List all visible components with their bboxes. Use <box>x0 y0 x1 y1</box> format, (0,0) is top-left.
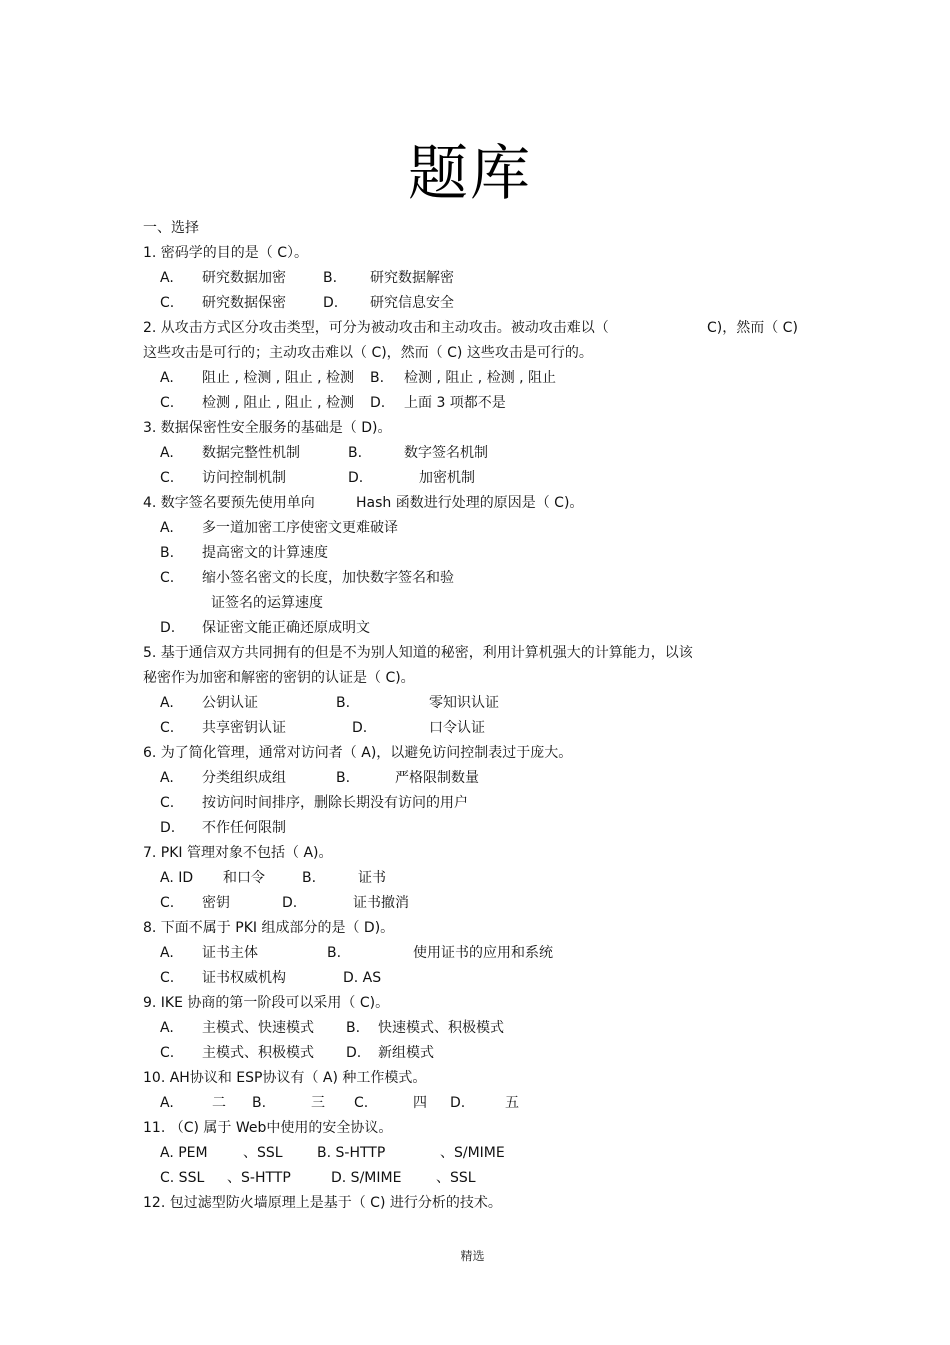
text-line <box>0 1118 950 1138</box>
line-text: 1. 密码学的目的是（ C）。 <box>143 245 309 261</box>
text-line <box>0 1043 950 1063</box>
line-text: 研究数据加密 <box>202 270 286 286</box>
option-letter: B. <box>327 945 342 961</box>
text-line <box>0 593 950 613</box>
text-line <box>0 343 950 363</box>
line-text: 新组模式 <box>378 1045 434 1061</box>
option-letter: D. <box>282 895 298 911</box>
option-letter: A. <box>160 270 174 286</box>
text-line <box>0 943 950 963</box>
option-letter: B. <box>336 695 351 711</box>
option-letter: C. <box>160 395 175 411</box>
line-text: 阻止 , 检测 , 阻止 , 检测 <box>202 370 355 386</box>
text-line <box>0 843 950 863</box>
line-text: D. AS <box>343 970 382 986</box>
line-text: 8. 下面不属于 PKI 组成部分的是（ D)。 <box>143 920 395 936</box>
option-letter: C. <box>160 470 175 486</box>
line-text: 、S-HTTP <box>227 1170 291 1186</box>
line-text: 3. 数据保密性安全服务的基础是（ D)。 <box>143 420 392 436</box>
line-text: 研究数据保密 <box>202 295 286 311</box>
option-letter: B. <box>336 770 351 786</box>
line-text: 保证密文能正确还原成明文 <box>202 620 370 636</box>
line-text: 四 <box>413 1095 427 1111</box>
option-letter: A. <box>160 445 174 461</box>
line-text: Hash 函数进行处理的原因是（ C)。 <box>356 495 584 511</box>
text-line <box>0 418 950 438</box>
text-line <box>0 1193 950 1213</box>
line-text: 检测 , 阻止 , 阻止 , 检测 <box>202 395 355 411</box>
line-text: 一、选择 <box>143 220 199 236</box>
option-letter: B. <box>348 445 363 461</box>
text-line <box>0 468 950 488</box>
line-text: 证书 <box>358 870 386 886</box>
line-text: A. ID <box>160 870 194 886</box>
line-text: A. PEM <box>160 1145 208 1161</box>
line-text: 证签名的运算速度 <box>211 595 323 611</box>
option-letter: A. <box>160 520 174 536</box>
option-letter: A. <box>160 695 174 711</box>
option-letter: B. <box>252 1095 267 1111</box>
line-text: 二 <box>212 1095 226 1111</box>
line-text: 研究信息安全 <box>370 295 454 311</box>
line-text: 五 <box>505 1095 519 1111</box>
option-letter: A. <box>160 370 174 386</box>
option-letter: C. <box>160 795 175 811</box>
line-text: 秘密作为加密和解密的密钥的认证是（ C)。 <box>143 670 415 686</box>
option-letter: A. <box>160 1095 174 1111</box>
line-text: 零知识认证 <box>429 695 499 711</box>
text-line <box>0 443 950 463</box>
option-letter: C. <box>160 1045 175 1061</box>
option-letter: D. <box>450 1095 466 1111</box>
text-line <box>0 743 950 763</box>
text-line <box>0 368 950 388</box>
line-text: 证书权威机构 <box>202 970 286 986</box>
option-letter: A. <box>160 1020 174 1036</box>
line-text: 加密机制 <box>419 470 475 486</box>
text-line <box>0 268 950 288</box>
line-text: 5. 基于通信双方共同拥有的但是不为别人知道的秘密，利用计算机强大的计算能力，以该 <box>143 645 693 661</box>
option-letter: D. <box>160 620 176 636</box>
line-text: 快速模式、积极模式 <box>378 1020 504 1036</box>
text-line <box>0 818 950 838</box>
line-text: 9. IKE 协商的第一阶段可以采用（ C)。 <box>143 995 390 1011</box>
line-text: 密钥 <box>202 895 230 911</box>
text-line <box>0 768 950 788</box>
line-text: 研究数据解密 <box>370 270 454 286</box>
line-text: 主模式、快速模式 <box>202 1020 314 1036</box>
text-line <box>0 543 950 563</box>
text-line <box>0 793 950 813</box>
text-line <box>0 318 950 338</box>
option-letter: B. <box>323 270 338 286</box>
text-line <box>0 568 950 588</box>
option-letter: D. <box>370 395 386 411</box>
line-text: C)，然而（ C) <box>707 320 798 336</box>
line-text: 10. AH协议和 ESP协议有（ A) 种工作模式。 <box>143 1070 427 1086</box>
text-line <box>0 1168 950 1188</box>
line-text: 口令认证 <box>429 720 485 736</box>
text-line <box>0 518 950 538</box>
option-letter: A. <box>160 945 174 961</box>
text-line <box>0 393 950 413</box>
text-line <box>0 643 950 663</box>
line-text: 12. 包过滤型防火墙原理上是基于（ C) 进行分析的技术。 <box>143 1195 502 1211</box>
option-letter: C. <box>354 1095 369 1111</box>
text-line <box>0 1143 950 1163</box>
text-line <box>0 1018 950 1038</box>
text-line <box>0 218 950 238</box>
option-letter: A. <box>160 770 174 786</box>
text-line <box>0 1068 950 1088</box>
text-line <box>0 668 950 688</box>
option-letter: B. <box>160 545 175 561</box>
line-text: 多一道加密工序使密文更难破译 <box>202 520 398 536</box>
text-line <box>0 293 950 313</box>
text-line <box>0 993 950 1013</box>
option-letter: C. <box>160 895 175 911</box>
page-footer: 精选 <box>460 1249 485 1263</box>
line-text: 严格限制数量 <box>395 770 479 786</box>
text-line <box>0 243 950 263</box>
line-text: 6. 为了简化管理，通常对访问者（ A)，以避免访问控制表过于庞大。 <box>143 745 573 761</box>
line-text: 公钥认证 <box>202 695 258 711</box>
line-text: 分类组织成组 <box>202 770 286 786</box>
text-line <box>0 1093 950 1113</box>
line-text: 7. PKI 管理对象不包括（ A)。 <box>143 845 333 861</box>
line-text: 11. （C) 属于 Web中使用的安全协议。 <box>143 1120 393 1136</box>
line-text: 数据完整性机制 <box>202 445 300 461</box>
line-text: 访问控制机制 <box>202 470 286 486</box>
line-text: 证书撤消 <box>353 895 409 911</box>
option-letter: C. <box>160 970 175 986</box>
text-line <box>0 618 950 638</box>
option-letter: D. <box>348 470 364 486</box>
line-text: 证书主体 <box>202 945 258 961</box>
option-letter: D. <box>346 1045 362 1061</box>
line-text: C. SSL <box>160 1170 205 1186</box>
option-letter: B. <box>346 1020 361 1036</box>
line-text: 按访问时间排序，删除长期没有访问的用户 <box>202 795 468 811</box>
line-text: 数字签名机制 <box>404 445 488 461</box>
line-text: 2. 从攻击方式区分攻击类型，可分为被动攻击和主动攻击。被动攻击难以（ <box>143 320 609 336</box>
document-title: 题库 <box>408 139 532 209</box>
option-letter: D. <box>323 295 339 311</box>
text-line <box>0 918 950 938</box>
line-text: 使用证书的应用和系统 <box>413 945 553 961</box>
line-text: D. S/MIME <box>331 1170 402 1186</box>
line-text: 、SSL <box>436 1170 476 1186</box>
line-text: 不作任何限制 <box>202 820 286 836</box>
text-line <box>0 893 950 913</box>
line-text: 缩小签名密文的长度，加快数字签名和验 <box>202 570 454 586</box>
line-text: 三 <box>311 1095 325 1111</box>
option-letter: D. <box>352 720 368 736</box>
line-text: 、S/MIME <box>440 1145 505 1161</box>
line-text: 共享密钥认证 <box>202 720 286 736</box>
text-line <box>0 718 950 738</box>
text-line <box>0 968 950 988</box>
option-letter: B. <box>302 870 317 886</box>
option-letter: C. <box>160 295 175 311</box>
line-text: 、SSL <box>243 1145 283 1161</box>
text-line <box>0 693 950 713</box>
option-letter: B. <box>370 370 385 386</box>
option-letter: D. <box>160 820 176 836</box>
line-text: 上面 3 项都不是 <box>404 395 506 411</box>
line-text: 检测 , 阻止 , 检测 , 阻止 <box>404 370 557 386</box>
line-text: 主模式、积极模式 <box>202 1045 314 1061</box>
line-text: 4. 数字签名要预先使用单向 <box>143 495 315 511</box>
line-text: B. S-HTTP <box>317 1145 386 1161</box>
text-line <box>0 493 950 513</box>
option-letter: C. <box>160 570 175 586</box>
line-text: 这些攻击是可行的；主动攻击难以（ C)，然而（ C) 这些攻击是可行的。 <box>143 345 593 361</box>
text-line <box>0 868 950 888</box>
option-letter: C. <box>160 720 175 736</box>
line-text: 和口令 <box>223 870 265 886</box>
line-text: 提高密文的计算速度 <box>202 545 328 561</box>
